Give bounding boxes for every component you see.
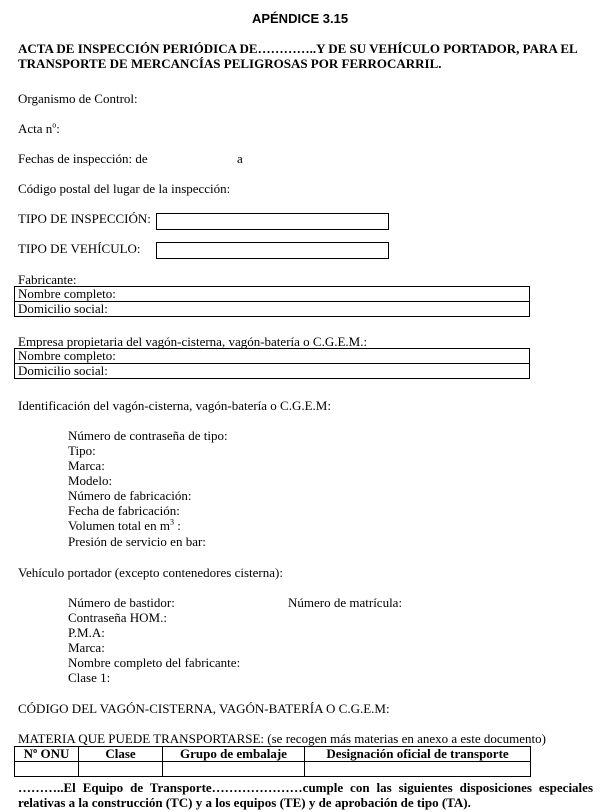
tipo-vehiculo-label: TIPO DE VEHÍCULO: [18,241,141,256]
appendix-heading: APÉNDICE 3.15 [251,11,349,26]
acta-label [18,121,60,136]
codigo-vagon-label: CÓDIGO DEL VAGÓN-CISTERNA, VAGÓN-BATERÍA O C.G.E.M: [18,701,390,716]
list-item: Número de bastidor: [68,595,175,610]
identificacion-label: Identificación del vagón-cisterna, vagón-batería o C.G.E.M: [18,398,331,413]
list-item: Número de fabricación: [68,488,192,503]
fechas-label: Fechas de inspección: de [18,151,148,166]
acta-label-text: Acta n [18,121,53,136]
list-item: Contraseña HOM.: [68,610,167,625]
acta-label-colon: : [56,121,60,136]
table-row [15,302,530,317]
list-item: Tipo: [68,443,96,458]
table-header-row [15,747,531,762]
volumen-sup: 3 [169,517,174,527]
column-header-grupo: Grupo de embalaje [163,747,305,762]
list-item: Número de contraseña de tipo: [68,428,228,443]
volumen-label [68,518,181,533]
empresa-nombre-cell[interactable]: Nombre completo: [15,349,530,364]
table-row [15,287,530,302]
list-item: Fecha de fabricación: [68,503,180,518]
fabricante-nombre-cell[interactable]: Nombre completo: [15,287,530,302]
fabricante-domicilio-cell[interactable]: Domicilio social: [15,302,530,317]
table-row [15,364,530,379]
acta-label-sup: o [52,120,57,130]
column-header-clase: Clase [79,747,163,762]
list-item: P.M.A: [68,625,105,640]
materia-label: MATERIA QUE PUEDE TRANSPORTARSE: (se recogen más materias en anexo a este documento) [18,731,546,746]
table-row [15,349,530,364]
list-item: Clase 1: [68,670,111,685]
tipo-vehiculo-field[interactable] [156,242,389,259]
onu-cell[interactable] [15,762,79,777]
footer-statement: ………..El Equipo de Transporte…………………cumple con las siguientes disposiciones especiales relativas a la construcción (TC) y a los equipos (TE) y de aprobación de tipo (TA). [18,780,593,810]
clase-cell[interactable] [79,762,163,777]
empresa-table [14,348,530,379]
designacion-cell[interactable] [305,762,531,777]
list-item: Nombre completo del fabricante: [68,655,241,670]
document-title: ACTA DE INSPECCIÓN PERIÓDICA DE…………..Y DE SU VEHÍCULO PORTADOR, PARA EL TRANSPORTE DE MERCANCÍAS PELIGROSAS POR FERROCARRIL. [18,41,577,71]
organismo-label: Organismo de Control: [18,91,138,106]
fabricante-table [14,286,530,317]
table-row [15,762,531,777]
list-item: Marca: [68,640,105,655]
fechas-a-label: a [237,151,243,166]
volumen-text: Volumen total en m [68,518,170,533]
list-item: Marca: [68,458,105,473]
codigo-postal-label: Código postal del lugar de la inspección: [18,181,231,196]
volumen-colon: : [173,518,181,533]
presion-label: Presión de servicio en bar: [68,534,206,549]
fabricante-label: Fabricante: [18,272,77,287]
materia-table [14,746,531,777]
vehiculo-label: Vehículo portador (excepto contenedores cisterna): [18,565,283,580]
column-header-designacion: Designación oficial de transporte [305,747,531,762]
matricula-label: Número de matrícula: [288,595,403,610]
column-header-onu: Nº ONU [15,747,79,762]
tipo-inspeccion-field[interactable] [156,213,389,230]
list-item: Modelo: [68,473,113,488]
grupo-cell[interactable] [163,762,305,777]
empresa-domicilio-cell[interactable]: Domicilio social: [15,364,530,379]
empresa-label: Empresa propietaria del vagón-cisterna, vagón-batería o C.G.E.M.: [18,334,368,349]
tipo-inspeccion-label: TIPO DE INSPECCIÓN: [18,211,151,226]
